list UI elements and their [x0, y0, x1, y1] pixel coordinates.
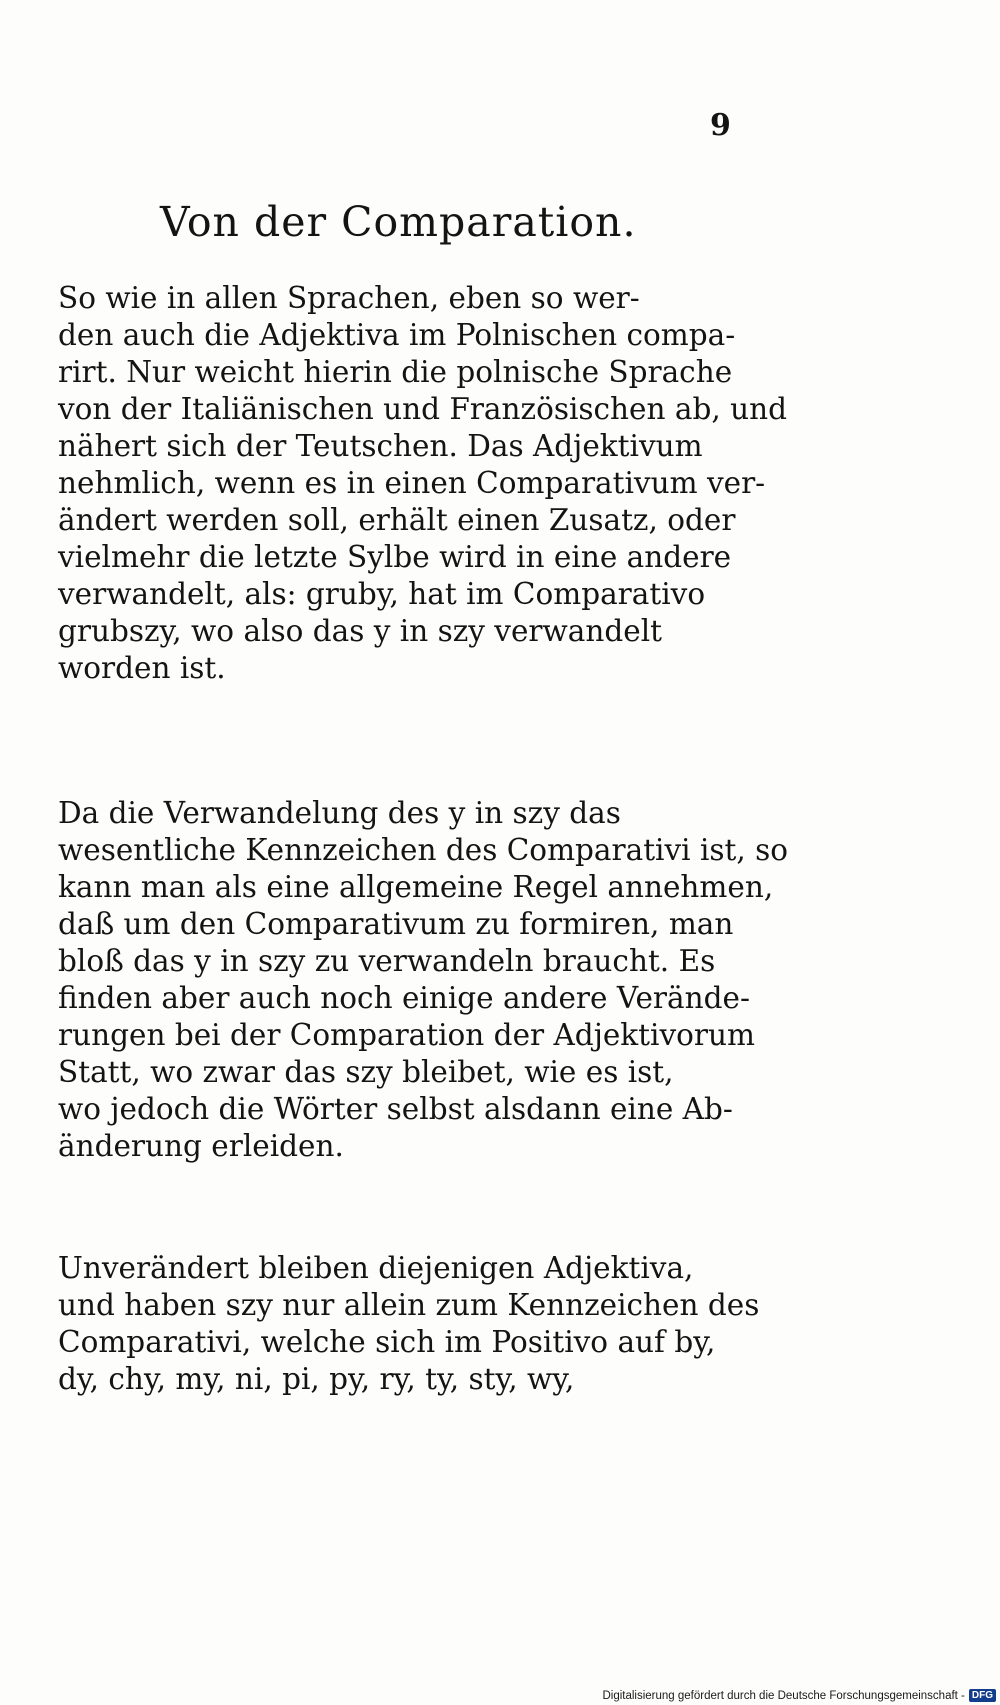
text-line: So wie in allen Sprachen, eben so wer- — [58, 281, 640, 315]
text-line: worden ist. — [58, 651, 226, 685]
text-line: nähert sich der Teutschen. Das Adjektivum — [58, 429, 703, 463]
text-line: bloß das y in szy zu verwandeln braucht. Es — [58, 944, 716, 978]
text-line: den auch die Adjektiva im Polnischen compa- — [58, 318, 736, 352]
text-line: von der Italiänischen und Französischen ab, und — [58, 392, 788, 426]
paragraph-1 — [58, 280, 788, 687]
text-line: Da die Verwandelung des y in szy das — [58, 796, 621, 830]
text-line: daß um den Comparativum zu formiren, man — [58, 907, 734, 941]
digitization-credit — [602, 1689, 996, 1702]
text-line: finden aber auch noch einige andere Verände- — [58, 981, 750, 1015]
text-line: Statt, wo zwar das szy bleibet, wie es ist, — [58, 1055, 674, 1089]
text-line: nehmlich, wenn es in einen Comparativum ver- — [58, 466, 766, 500]
text-line: Unverändert bleiben diejenigen Adjektiva, — [58, 1251, 694, 1285]
text-line: verwandelt, als: gruby, hat im Comparativo — [58, 577, 706, 611]
text-line: Comparativi, welche sich im Positivo auf by, — [58, 1325, 716, 1359]
page-number: 9 — [710, 108, 731, 143]
text-line: ändert werden soll, erhält einen Zusatz, oder — [58, 503, 736, 537]
paragraph-3 — [58, 1250, 758, 1398]
credit-text: Digitalisierung gefördert durch die Deutsche Forschungsgemeinschaft - — [602, 1689, 965, 1702]
text-line: dy, chy, my, ni, pi, py, ry, ty, sty, wy, — [58, 1362, 575, 1396]
text-line: änderung erleiden. — [58, 1129, 344, 1163]
text-line: rungen bei der Comparation der Adjektivorum — [58, 1018, 755, 1052]
text-line: und haben szy nur allein zum Kennzeichen des — [58, 1288, 760, 1322]
text-line: grubszy, wo also das y in szy verwandelt — [58, 614, 663, 648]
text-line: vielmehr die letzte Sylbe wird in eine andere — [58, 540, 732, 574]
dfg-logo: DFG — [969, 1689, 996, 1702]
text-line: kann man als eine allgemeine Regel annehmen, — [58, 870, 774, 904]
page-title: Von der Comparation. — [160, 198, 637, 246]
text-line: wo jedoch die Wörter selbst alsdann eine Ab- — [58, 1092, 733, 1126]
paragraph-2 — [58, 795, 789, 1165]
text-line: rirt. Nur weicht hierin die polnische Sprache — [58, 355, 733, 389]
text-line: wesentliche Kennzeichen des Comparativi ist, so — [58, 833, 789, 867]
